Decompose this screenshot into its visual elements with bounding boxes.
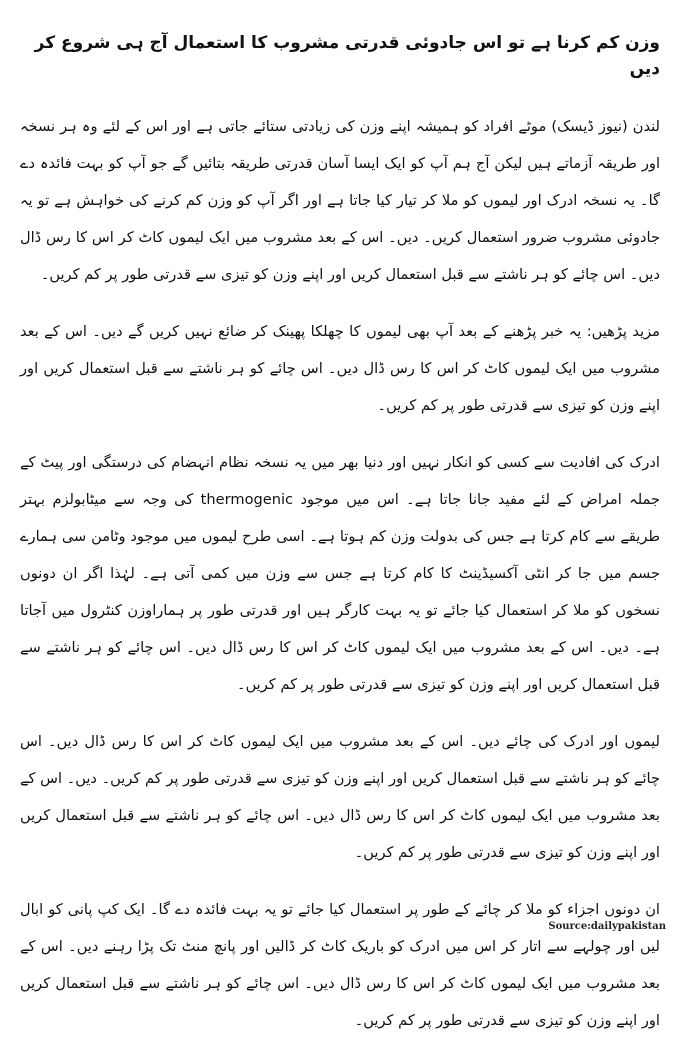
article-paragraph-1: لندن (نیوز ڈیسک) موٹے افراد کو ہمیشہ اپنے وزن کی زیادتی ستائے جاتی ہے اور اس کے لئے وہ ہر نسخہ اور طریقہ آزماتے ہیں لیکن آج ہم آپ کو ایک ایسا آسان قدرتی طریقہ بتائیں گے جو آپ کو بہت فائدہ دے گا۔ یہ نسخہ ادرک اور لیموں کو ملا کر تیار کیا جاتا ہے اور اگر آپ کو وزن کم کرنے کی خواہش ہے تو یہ جادوئی مشروب ضرور استعمال کریں۔ دیں۔ اس کے بعد مشروب میں ایک لیموں کاٹ کر اس کا رس ڈال دیں۔ اس چائے کو ہر ناشتے سے قبل استعمال کریں اور اپنے وزن کو تیزی سے قدرتی طور پر کم کریں۔	[20, 118, 660, 283]
article-paragraph-2: مزید پڑھیں: یہ خبر پڑھنے کے بعد آپ بھی لیموں کا چھلکا پھینک کر ضائع نہیں کریں گے دیں۔ اس کے بعد مشروب میں ایک لیموں کاٹ کر اس کا رس ڈال دیں۔ اس چائے کو ہر ناشتے سے قبل استعمال کریں اور اپنے وزن کو تیزی سے قدرتی طور پر کم کریں۔	[20, 323, 660, 414]
source-credit: Source:dailypakistan	[548, 921, 666, 932]
article-paragraph-3: ادرک کی افادیت سے کسی کو انکار نہیں اور دنیا بھر میں یہ نسخہ نظام انہضام کی درستگی اور پیٹ کے جملہ امراض کے لئے مفید جانا جاتا ہے۔ اس میں موجود thermogenic کی وجہ سے میٹابولزم بہتر طریقے سے کام کرتا ہے جس کی بدولت وزن کم ہوتا ہے۔ اسی طرح لیموں میں موجود وٹامن سی ہمارے جسم میں جا کر انٹی آکسیڈینٹ کا کام کرتا ہے جس سے وزن میں کمی آتی ہے۔ لہٰذا اگر ان دونوں نسخوں کو ملا کر استعمال کیا جائے تو یہ بہت کارگر ہیں اور قدرتی طور پر ہماراوزن کنٹرول میں آجاتا ہے۔ دیں۔ اس کے بعد مشروب میں ایک لیموں کاٹ کر اس کا رس ڈال دیں۔ اس چائے کو ہر ناشتے سے قبل استعمال کریں اور اپنے وزن کو تیزی سے قدرتی طور پر کم کریں۔	[20, 454, 661, 693]
article-paragraph-4: لیموں اور ادرک کی چائے دیں۔ اس کے بعد مشروب میں ایک لیموں کاٹ کر اس کا رس ڈال دیں۔ اس چائے کو ہر ناشتے سے قبل استعمال کریں اور اپنے وزن کو تیزی سے قدرتی طور پر کم کریں۔ دیں۔ اس کے بعد مشروب میں ایک لیموں کاٹ کر اس کا رس ڈال دیں۔ اس چائے کو ہر ناشتے سے قبل استعمال کریں اور اپنے وزن کو تیزی سے قدرتی طور پر کم کریں۔	[20, 733, 660, 861]
article-title: وزن کم کرنا ہے تو اس جادوئی قدرتی مشروب کا استعمال آج ہی شروع کر دیں	[34, 33, 660, 79]
article-paragraph-5: ان دونوں اجزاء کو ملا کر چائے کے طور پر استعمال کیا جائے تو یہ بہت فائدہ دے گا۔ ایک کپ پانی کو ابال لیں اور چولہے سے اتار کر اس میں ادرک کو باریک کاٹ کر ڈالیں اور پانچ منٹ تک پڑا رہنے دیں۔ اس کے بعد مشروب میں ایک لیموں کاٹ کر اس کا رس ڈال دیں۔ اس چائے کو ہر ناشتے سے قبل استعمال کریں اور اپنے وزن کو تیزی سے قدرتی طور پر کم کریں۔	[20, 901, 660, 1029]
